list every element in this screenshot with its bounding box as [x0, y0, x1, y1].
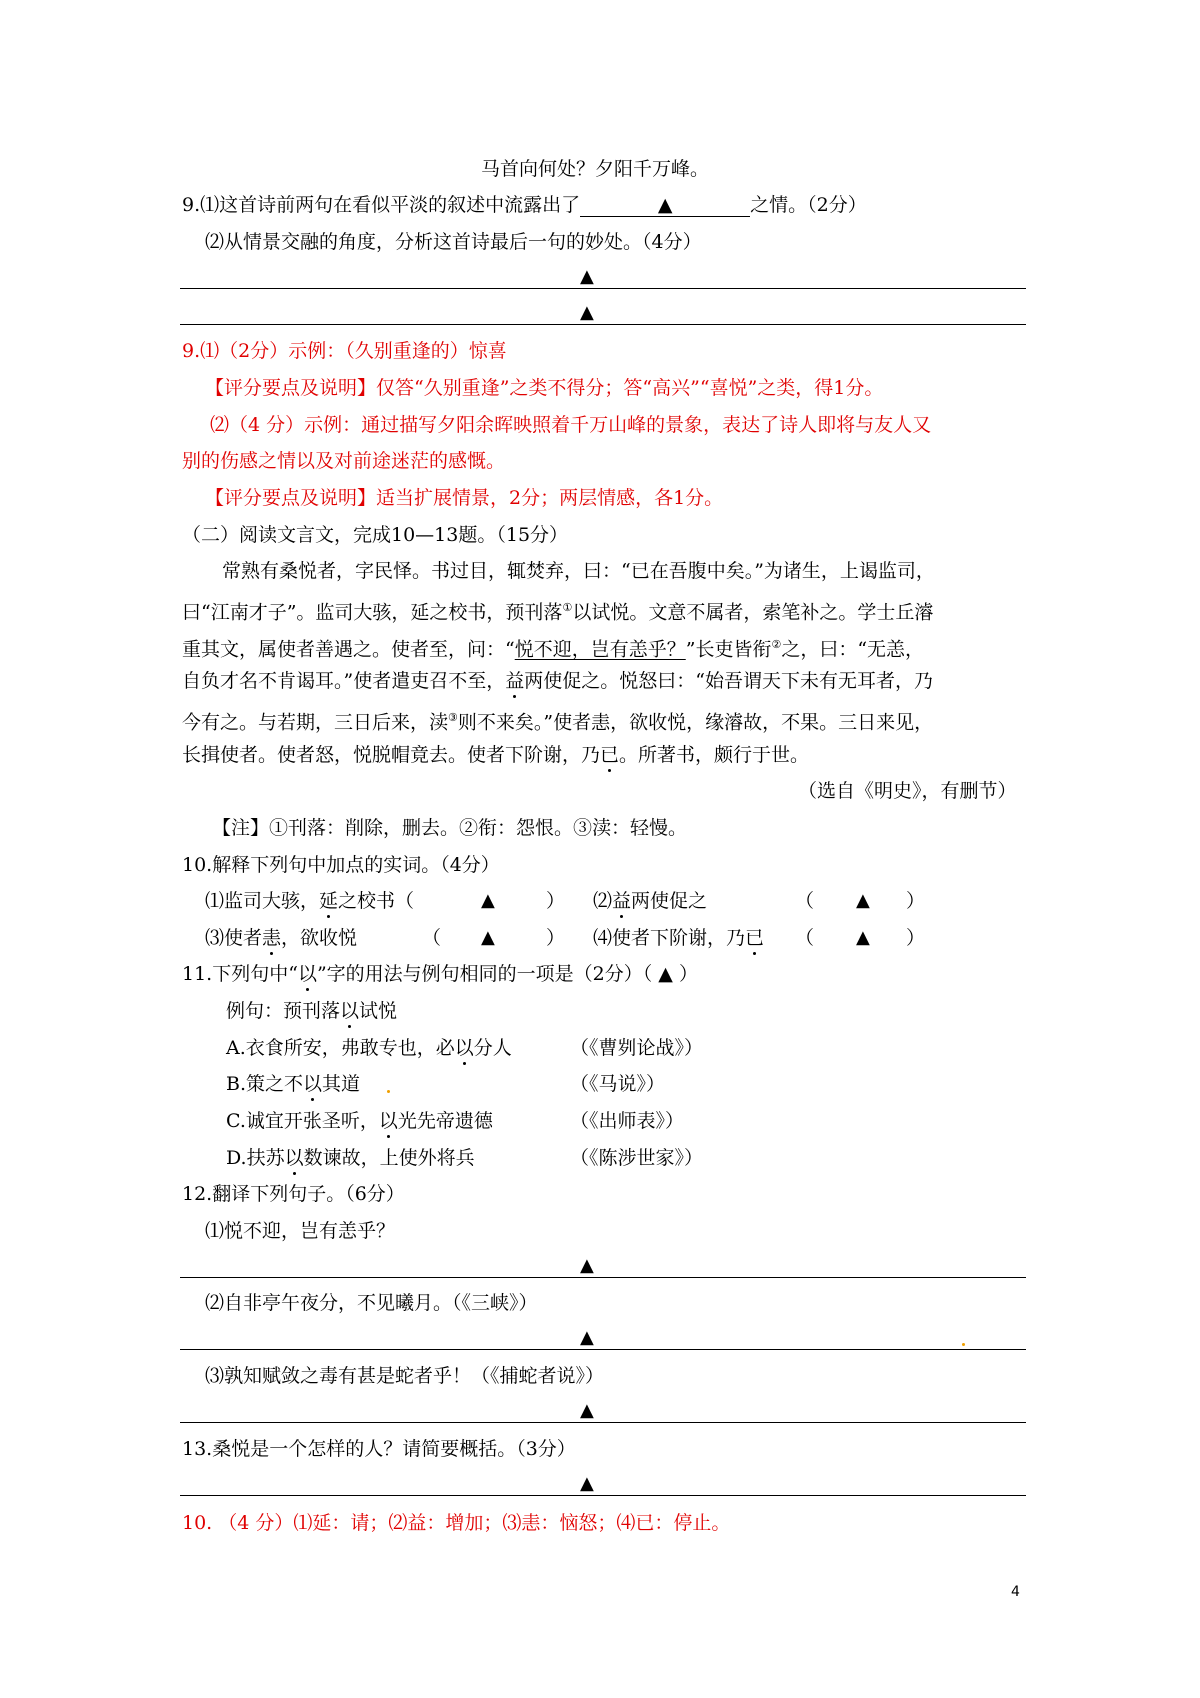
q12-sentence-2: ⑵自非亭午夜分，不见曦月。（《三峡》） — [205, 1292, 538, 1314]
q11-stem — [182, 961, 698, 987]
q10-item-1 — [205, 888, 414, 914]
passage-line — [182, 632, 924, 662]
answer-marker: ▲ — [580, 302, 594, 323]
q11-option-b[interactable] — [226, 1071, 360, 1097]
item-text: ，欲收悦 — [281, 927, 358, 949]
dotted-char: 以 — [454, 1037, 474, 1059]
underlined-sentence: 悦不迎，岂有恙乎？ — [514, 638, 686, 661]
option-text: 其道 — [322, 1073, 361, 1095]
dotted-char: 以 — [297, 963, 317, 985]
footnote-ref: ③ — [448, 711, 458, 724]
dotted-char: 以 — [378, 1110, 398, 1132]
q10-item-4 — [593, 925, 764, 951]
dotted-char: 益 — [612, 890, 632, 912]
paren-open: （ — [795, 890, 815, 912]
option-text: C.诚宜开张圣听， — [226, 1110, 379, 1132]
footnote-ref: ② — [771, 638, 782, 651]
dotted-char: 以 — [284, 1147, 304, 1169]
answer-marker: ▲ — [580, 1473, 594, 1494]
dotted-char: 延 — [319, 890, 339, 912]
stray-mark — [387, 1090, 390, 1093]
stray-mark — [962, 1343, 965, 1346]
q11-option-a[interactable] — [226, 1035, 512, 1061]
passage-text: 以试悦。文意不属者，索笔补之。学士丘濬 — [572, 601, 934, 624]
scoring-note-9-1: 【评分要点及说明】仅答“久别重逢”之类不得分；答“高兴”“喜悦”之类，得1分。 — [205, 377, 884, 399]
q11-option-d[interactable] — [226, 1145, 475, 1171]
q11-option-a-source: （《曹刿论战》） — [570, 1037, 704, 1059]
passage-text: 今有之。与若期，三日后来，渎 — [182, 711, 449, 734]
passage-text: ”长吏皆衔 — [685, 638, 772, 661]
q11-option-d-source: （《陈涉世家》） — [570, 1147, 704, 1169]
q9-part1-after: 之情。（2分） — [750, 194, 867, 216]
passage-text: 自负才名不肯谒耳。”使者遣吏召不至， — [182, 670, 506, 692]
dotted-char: 恚 — [262, 927, 282, 949]
answer-line[interactable] — [180, 288, 1026, 289]
answer-9-2-cont: 别的伤感之情以及对前途迷茫的感慨。 — [182, 450, 506, 472]
answer-line[interactable] — [180, 1495, 1026, 1496]
scoring-note-9-2: 【评分要点及说明】适当扩展情景，2分；两层情感，各1分。 — [205, 487, 724, 509]
passage-line — [182, 668, 933, 694]
option-text: 分人 — [473, 1037, 512, 1059]
q10-item-3 — [205, 925, 357, 951]
dotted-char: 已 — [600, 744, 620, 766]
q11-option-c[interactable] — [226, 1108, 493, 1134]
passage-line: 常熟有桑悦者，字民怿。书过目，辄焚弃，曰：“已在吾腹中矣。”为诸生，上谒监司， — [222, 560, 935, 582]
section-title: （二）阅读文言文，完成10—13题。（15分） — [182, 524, 569, 546]
stem-text: ”字的用法与例句相同的一项是（2分）（ ▲ ） — [316, 963, 698, 985]
item-text: ⑶使者 — [205, 927, 263, 949]
item-text: 两使促之 — [631, 890, 708, 912]
q11-option-b-source: （《马说》） — [570, 1073, 666, 1095]
option-text: 数谏故，上使外将兵 — [303, 1147, 475, 1169]
q9-part2: ⑵从情景交融的角度，分析这首诗最后一句的妙处。（4分） — [205, 231, 702, 253]
option-text: B.策之不 — [226, 1073, 304, 1095]
answer-marker: ▲ — [580, 1255, 594, 1276]
q12-sentence-3: ⑶孰知赋敛之毒有甚是蛇者乎！（《捕蛇者说》） — [205, 1365, 605, 1387]
q12-sentence-1: ⑴悦不迎，岂有恙乎？ — [205, 1220, 396, 1242]
dotted-char: 已 — [745, 927, 765, 949]
option-text: 光先帝遗德 — [397, 1110, 493, 1132]
passage-line — [182, 595, 933, 625]
paren-close: ） — [546, 890, 566, 912]
passage-text: 之，曰：“无恙， — [781, 638, 925, 661]
stem-text: 11.下列句中“ — [182, 963, 298, 985]
example-text: 例句：预刊落 — [226, 1000, 341, 1022]
poem-line: 马首向何处？夕阳千万峰。 — [481, 158, 710, 180]
option-text: D.扶苏 — [226, 1147, 285, 1169]
answer-marker[interactable]: ▲ — [856, 890, 870, 911]
answer-marker: ▲ — [580, 1327, 594, 1348]
q12-stem: 12.翻译下列句子。（6分） — [182, 1183, 405, 1205]
passage-text: 重其文，属使者善遇之。使者至，问：“ — [182, 638, 515, 661]
answer-10: 10. （4 分）⑴延：请；⑵益：增加；⑶恚：恼怒；⑷已：停止。 — [182, 1512, 731, 1534]
answer-marker: ▲ — [580, 266, 594, 287]
item-text: ⑷使者下阶谢，乃 — [593, 927, 746, 949]
q9-part1 — [182, 192, 867, 218]
q11-option-c-source: （《出师表》） — [570, 1110, 685, 1132]
passage-text: 长揖使者。使者怒，悦脱帽竟去。使者下阶谢，乃 — [182, 744, 601, 766]
answer-9-1: 9.⑴（2分）示例：（久别重逢的）惊喜 — [182, 340, 507, 362]
passage-line — [182, 705, 933, 735]
item-text: 之校书（ — [338, 890, 415, 912]
item-text: ⑵ — [593, 890, 613, 912]
q11-example — [226, 998, 397, 1024]
answer-line[interactable] — [180, 1422, 1026, 1423]
q10-item-2 — [593, 888, 707, 914]
dotted-char: 以 — [340, 1000, 360, 1022]
answer-marker: ▲ — [580, 1400, 594, 1421]
answer-9-2: ⑵（4 分）示例：通过描写夕阳余晖映照着千万山峰的景象，表达了诗人即将与友人又 — [210, 414, 932, 436]
passage-line — [182, 742, 809, 768]
passage-text: 。所著书，颇行于世。 — [619, 744, 810, 766]
dotted-char: 以 — [303, 1073, 323, 1095]
answer-line[interactable] — [180, 1349, 1026, 1350]
paren-close: ） — [546, 927, 566, 949]
paren-open: （ — [422, 927, 442, 949]
answer-line[interactable] — [180, 324, 1026, 325]
passage-text: 则不来矣。”使者恚，欲收悦，缘濬故，不果。三日来见， — [457, 711, 934, 734]
q9-part1-text: 9.⑴这首诗前两句在看似平淡的叙述中流露出了 — [182, 194, 581, 216]
answer-line[interactable] — [180, 1277, 1026, 1278]
footnote-ref: ① — [562, 601, 573, 614]
example-text: 试悦 — [359, 1000, 398, 1022]
paren-open: （ — [795, 927, 815, 949]
paren-close: ） — [906, 890, 926, 912]
option-text: A.衣食所安，弗敢专也，必 — [226, 1037, 455, 1059]
answer-marker[interactable]: ▲ — [481, 927, 495, 948]
passage-text: 曰“江南才子”。监司大骇，延之校书，预刊落 — [182, 601, 563, 624]
answer-marker[interactable]: ▲ — [481, 890, 495, 911]
paren-close: ） — [906, 927, 926, 949]
passage-source: （选自《明史》，有删节） — [798, 780, 1017, 802]
answer-marker[interactable]: ▲ — [856, 927, 870, 948]
q13-stem: 13.桑悦是一个怎样的人？请简要概括。（3分） — [182, 1438, 576, 1460]
q10-stem: 10.解释下列句中加点的实词。（4分） — [182, 854, 500, 876]
dotted-char: 益 — [505, 670, 525, 692]
page-number: 4 — [1011, 1584, 1020, 1600]
passage-notes: 【注】①刊落：削除，删去。②衔：怨恨。③渎：轻慢。 — [212, 817, 688, 839]
item-text: ⑴监司大骇， — [205, 890, 320, 912]
passage-text: 两使促之。悦怒曰：“始吾谓天下未有无耳者，乃 — [524, 670, 933, 692]
q9-part1-blank[interactable]: ▲ — [580, 194, 750, 217]
